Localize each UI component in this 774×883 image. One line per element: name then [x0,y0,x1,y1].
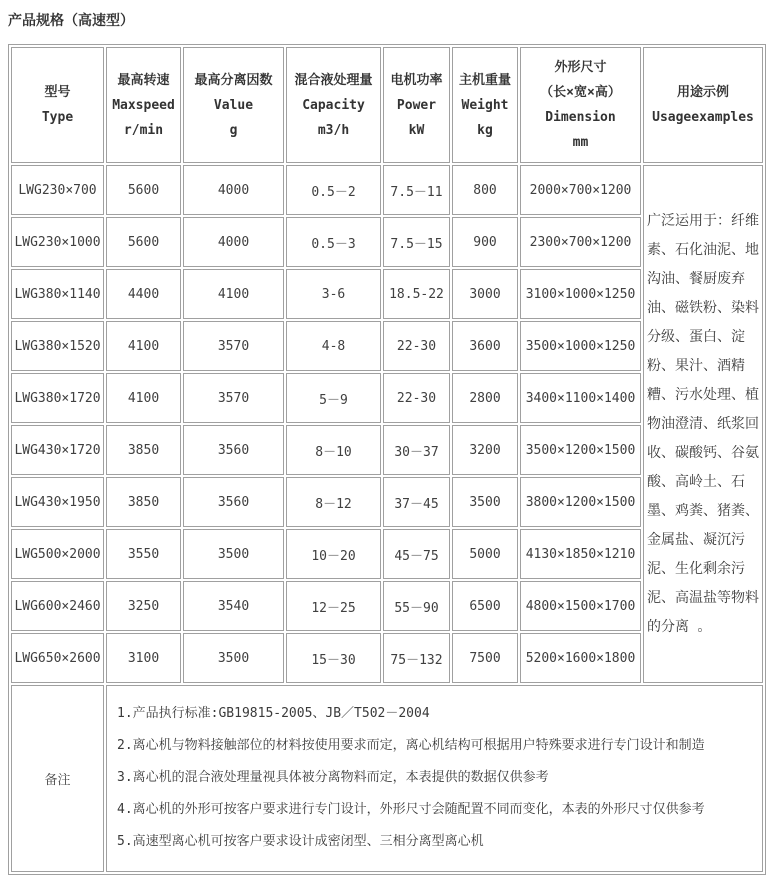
header-power-zh: 电机功率 [390,72,443,88]
cell-power: 7.5－11 [383,165,450,215]
cell-max-speed: 3100 [106,633,181,683]
cell-separation-factor: 3570 [183,373,284,423]
cell-power: 30－37 [383,425,450,475]
cell-weight: 2800 [452,373,518,423]
header-max-speed [106,47,181,163]
table-row [11,165,763,215]
cell-model: LWG600×2460 [11,581,104,631]
header-max-speed-en: Maxspeed [112,97,175,113]
header-capacity-unit: m3/h [317,122,350,138]
cell-dimension: 4800×1500×1700 [520,581,641,631]
cell-model: LWG230×1000 [11,217,104,267]
cell-weight: 6500 [452,581,518,631]
cell-capacity: 3-6 [286,269,381,319]
header-dimension-zh2: （长×宽×高） [540,85,621,100]
cell-model: LWG430×1950 [11,477,104,527]
header-usage-en: Usageexamples [652,110,754,125]
cell-max-speed: 5600 [106,165,181,215]
cell-capacity: 5－9 [286,373,381,423]
cell-max-speed: 3250 [106,581,181,631]
header-type-zh: 型号 [44,85,71,100]
cell-weight: 3600 [452,321,518,371]
usage-examples-cell: 广泛运用于：纤维素、石化油泥、地沟油、餐厨废弃油、磁铁粉、染料分级、蛋白、淀粉、果汁、酒精糟、污水处理、植物油澄清、纸浆回收、碳酸钙、谷氨酸、高岭土、石墨、鸡粪、猪粪、金属盐、凝沉污泥、生化剩余污泥、高温盐等物料的分离 。 [643,165,763,683]
header-power [383,47,450,163]
header-type [11,47,104,163]
cell-capacity: 8－10 [286,425,381,475]
header-separation-factor-unit: g [229,122,238,138]
cell-power: 45－75 [383,529,450,579]
header-power-en: Power [396,97,437,113]
cell-dimension: 3500×1200×1500 [520,425,641,475]
header-capacity [286,47,381,163]
cell-max-speed: 3550 [106,529,181,579]
cell-dimension: 3500×1000×1250 [520,321,641,371]
cell-capacity: 0.5－3 [286,217,381,267]
page-title: 产品规格（高速型） [8,13,134,29]
cell-power: 55－90 [383,581,450,631]
header-capacity-zh: 混合液处理量 [294,72,373,88]
cell-weight: 3500 [452,477,518,527]
cell-separation-factor: 3560 [183,477,284,527]
spec-table [8,44,766,875]
header-separation-factor-zh: 最高分离因数 [194,72,273,88]
cell-model: LWG500×2000 [11,529,104,579]
cell-capacity: 12－25 [286,581,381,631]
header-max-speed-unit: r/min [123,122,164,138]
cell-model: LWG380×1520 [11,321,104,371]
cell-dimension: 3400×1100×1400 [520,373,641,423]
cell-dimension: 2000×700×1200 [520,165,641,215]
remark-item: 2.离心机与物料接触部位的材料按使用要求而定，离心机结构可根据用户特殊要求进行专门设计和制造 [117,738,705,754]
header-usage [643,47,763,163]
cell-separation-factor: 3560 [183,425,284,475]
header-weight-en: Weight [461,97,509,113]
header-dimension-unit: mm [572,135,589,150]
header-weight-unit: kg [477,122,493,138]
cell-dimension: 3800×1200×1500 [520,477,641,527]
cell-power: 37－45 [383,477,450,527]
cell-power: 75－132 [383,633,450,683]
header-power-unit: kW [408,122,425,138]
cell-weight: 3200 [452,425,518,475]
cell-power: 18.5-22 [383,269,450,319]
cell-power: 7.5－15 [383,217,450,267]
cell-weight: 3000 [452,269,518,319]
cell-max-speed: 4400 [106,269,181,319]
cell-separation-factor: 3500 [183,529,284,579]
cell-separation-factor: 4000 [183,217,284,267]
cell-model: LWG650×2600 [11,633,104,683]
cell-dimension: 4130×1850×1210 [520,529,641,579]
cell-capacity: 10－20 [286,529,381,579]
header-type-en: Type [41,110,74,125]
cell-weight: 900 [452,217,518,267]
cell-model: LWG380×1140 [11,269,104,319]
remarks-cell [106,685,763,872]
cell-model: LWG430×1720 [11,425,104,475]
remark-item: 1.产品执行标准:GB19815-2005、JB／T502－2004 [117,706,430,722]
cell-weight: 7500 [452,633,518,683]
remarks-row [11,685,763,872]
remark-item: 3.离心机的混合液处理量视具体被分离物料而定，本表提供的数据仅供参考 [117,770,549,786]
cell-model: LWG380×1720 [11,373,104,423]
cell-dimension: 3100×1000×1250 [520,269,641,319]
header-separation-factor [183,47,284,163]
cell-max-speed: 3850 [106,425,181,475]
header-weight-zh: 主机重量 [458,72,511,88]
cell-weight: 5000 [452,529,518,579]
cell-separation-factor: 3540 [183,581,284,631]
remarks-label-cell: 备注 [11,685,104,872]
header-dimension-zh: 外形尺寸 [554,60,607,75]
cell-capacity: 0.5－2 [286,165,381,215]
header-max-speed-zh: 最高转速 [117,72,170,88]
header-dimension-en: Dimension [545,110,616,125]
cell-capacity: 15－30 [286,633,381,683]
remark-item: 4.离心机的外形可按客户要求进行专门设计，外形尺寸会随配置不同而变化，本表的外形尺寸仅供参考 [117,801,705,817]
cell-max-speed: 4100 [106,373,181,423]
header-dimension [520,47,641,163]
cell-separation-factor: 4100 [183,269,284,319]
cell-capacity: 4-8 [286,321,381,371]
cell-power: 22-30 [383,321,450,371]
cell-weight: 800 [452,165,518,215]
cell-separation-factor: 3570 [183,321,284,371]
cell-max-speed: 4100 [106,321,181,371]
cell-capacity: 8－12 [286,477,381,527]
cell-max-speed: 5600 [106,217,181,267]
cell-power: 22-30 [383,373,450,423]
header-capacity-en: Capacity [302,97,365,113]
cell-separation-factor: 4000 [183,165,284,215]
header-row [11,47,763,163]
cell-max-speed: 3850 [106,477,181,527]
cell-dimension: 5200×1600×1800 [520,633,641,683]
header-usage-zh: 用途示例 [676,85,729,100]
header-weight [452,47,518,163]
cell-model: LWG230×700 [11,165,104,215]
cell-dimension: 2300×700×1200 [520,217,641,267]
cell-separation-factor: 3500 [183,633,284,683]
header-separation-factor-en: Value [213,97,254,113]
remark-item: 5.高速型离心机可按客户要求设计成密闭型、三相分离型离心机 [117,833,484,849]
